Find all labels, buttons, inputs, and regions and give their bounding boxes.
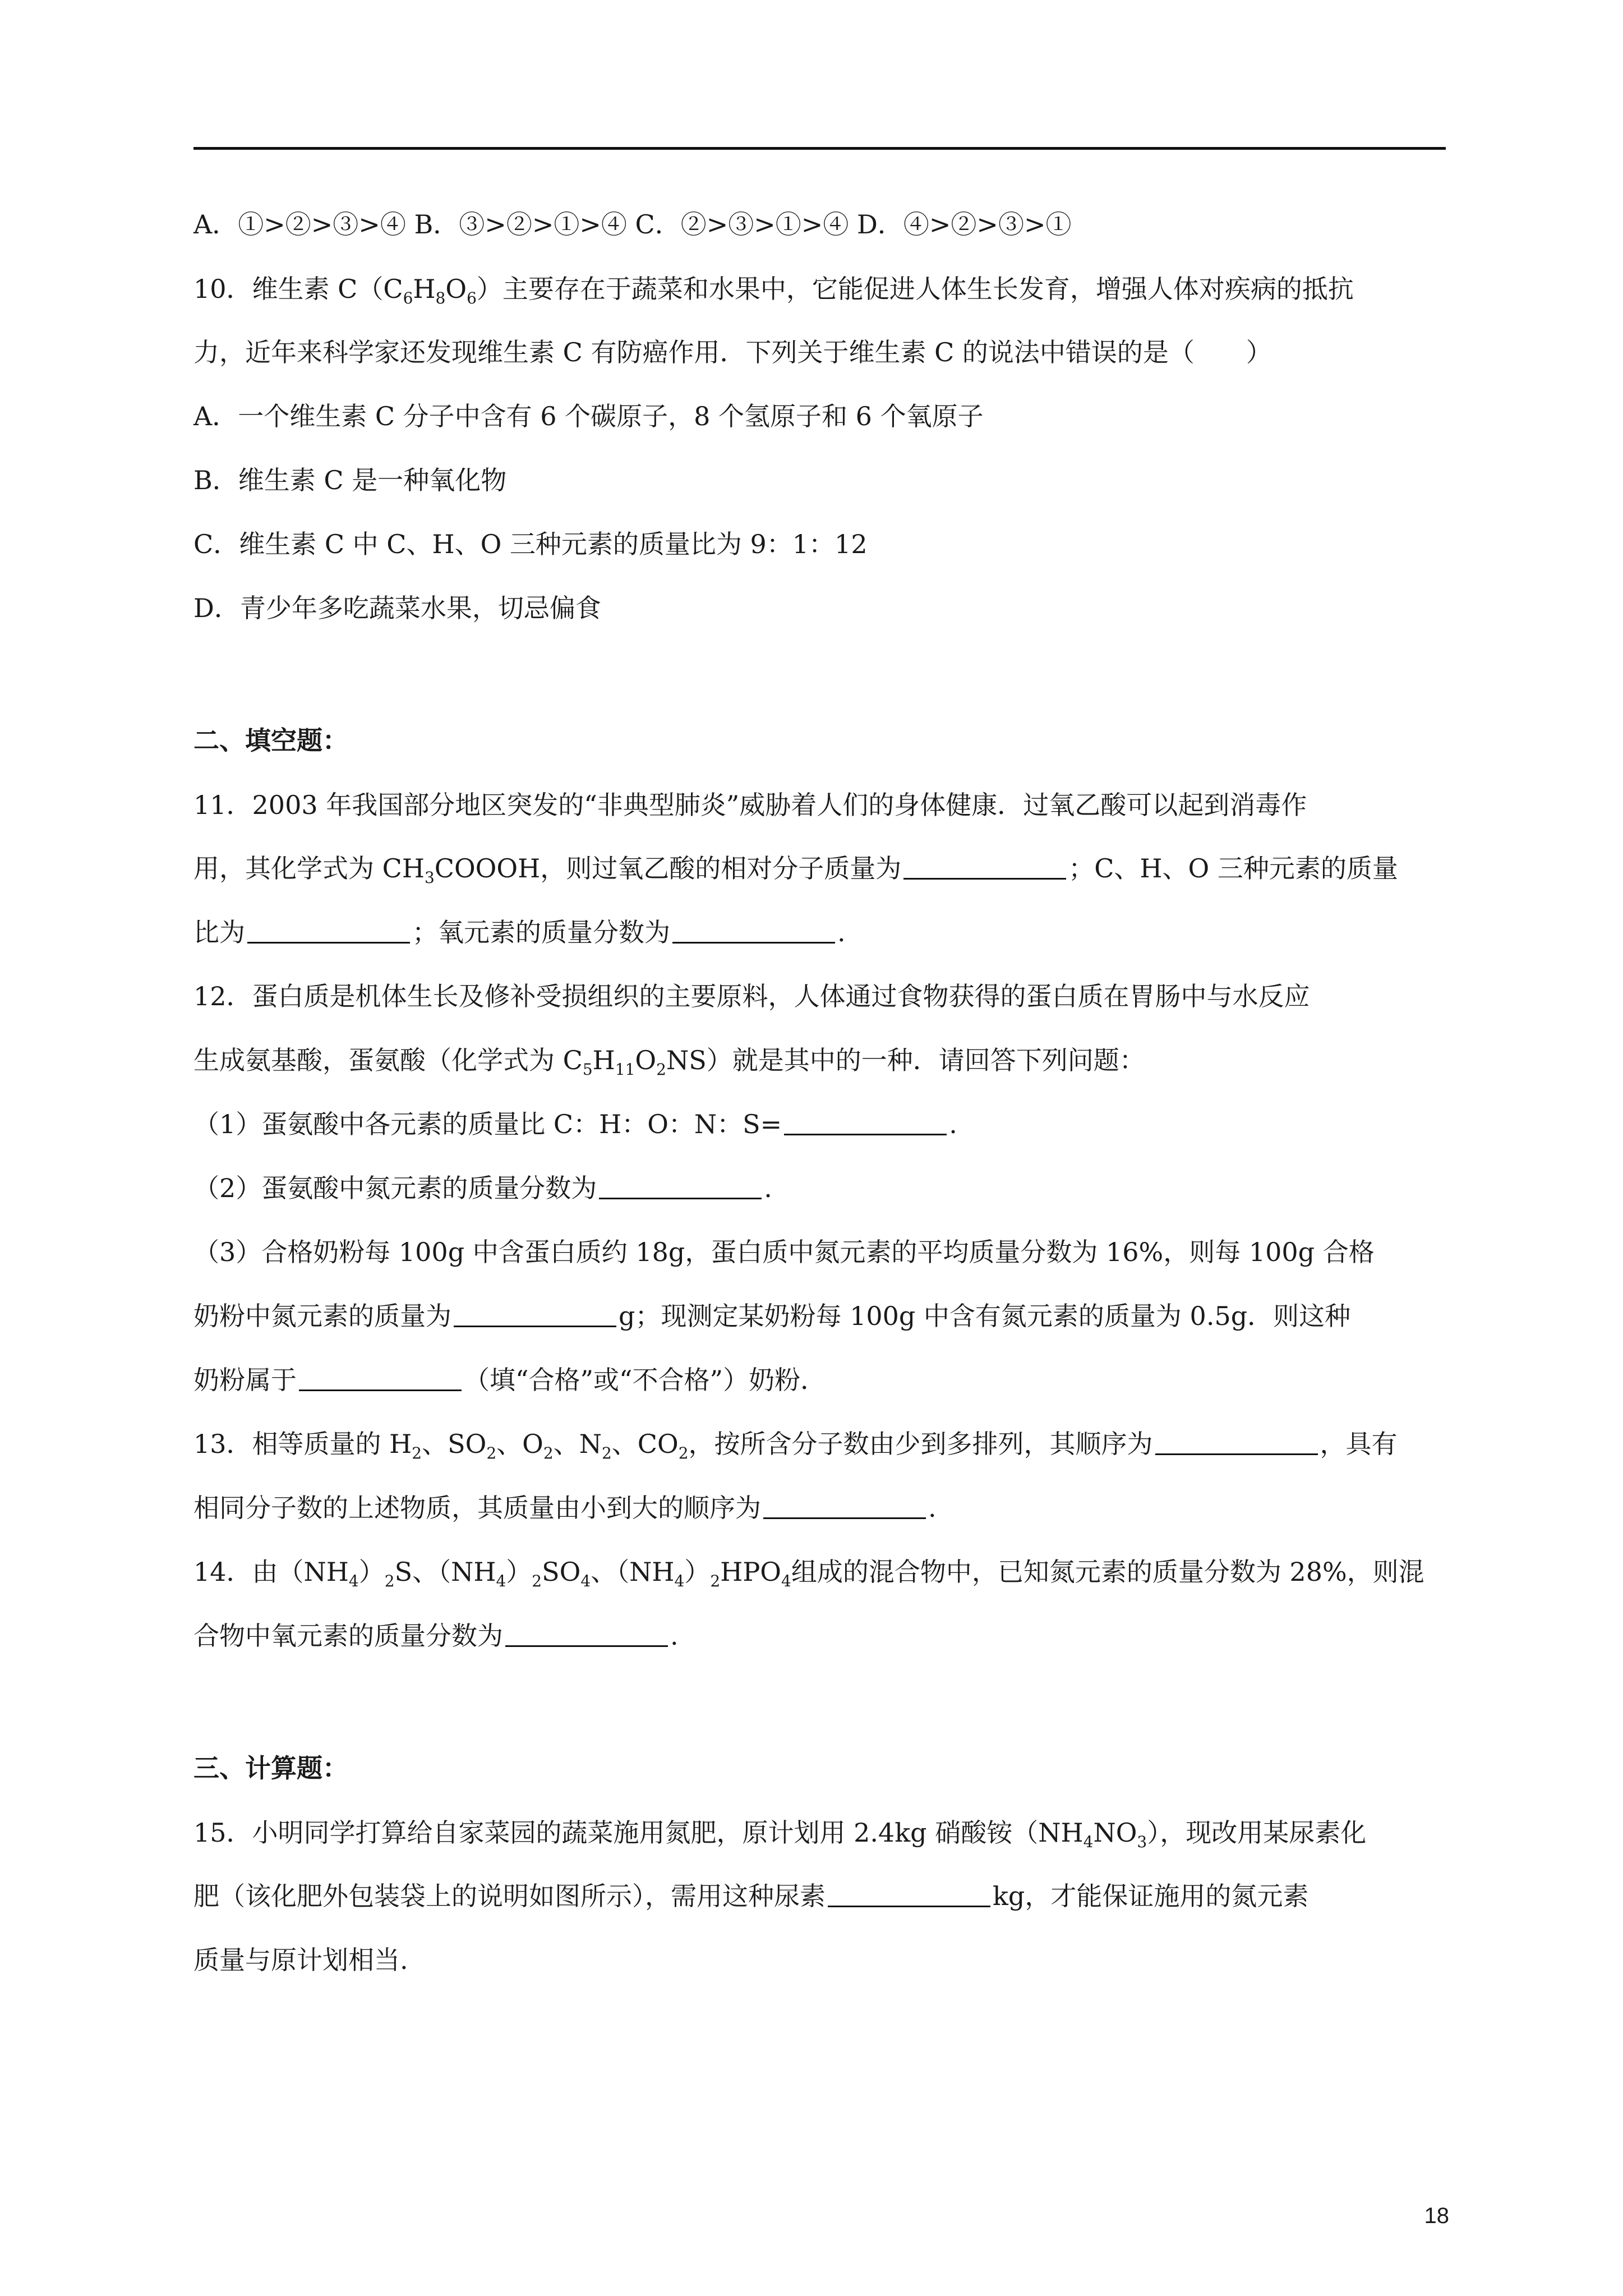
q10-option-a: A．一个维生素 C 分子中含有 6 个碳原子，8 个氢原子和 6 个氧原子 <box>193 401 984 431</box>
answer-blank[interactable] <box>1155 1428 1318 1455</box>
q12-part2: （2）蛋氨酸中氮元素的质量分数为 . <box>193 1173 772 1203</box>
q10-line2: 力，近年来科学家还发现维生素 C 有防癌作用．下列关于维生素 C 的说法中错误的是（ ） <box>193 337 1272 367</box>
answer-blank[interactable] <box>672 916 835 944</box>
q14-line2: 合物中氧元素的质量分数为 . <box>193 1621 679 1651</box>
answer-blank[interactable] <box>828 1880 990 1907</box>
answer-blank[interactable] <box>299 1364 462 1391</box>
answer-blank[interactable] <box>247 916 410 944</box>
answer-blank[interactable] <box>763 1492 926 1519</box>
q12-part3-line3: 奶粉属于 （填“合格”或“不合格”）奶粉． <box>193 1365 827 1395</box>
q11-line1: 11．2003 年我国部分地区突发的“非典型肺炎”威胁着人们的身体健康．过氧乙酸可以起到消毒作 <box>193 790 1307 820</box>
header-rule <box>193 147 1446 150</box>
q11-line2: 用，其化学式为 $CH_3COOOH$，则过氧乙酸的相对分子质量为 ；C、H、O 三种元素的质量 <box>193 853 1398 887</box>
answer-blank[interactable] <box>903 852 1066 880</box>
q10-option-d: D．青少年多吃蔬菜水果，切忌偏食 <box>193 593 601 623</box>
q15-line2: 肥（该化肥外包装袋上的说明如图所示），需用这种尿素 kg，才能保证施用的氮元素 <box>193 1881 1309 1911</box>
answer-blank[interactable] <box>505 1619 668 1647</box>
q10-line1: 10．维生素 $C(C_6H_8O_6)$主要存在于蔬菜和水果中，它能促进人体生长发育，增强人体对疾病的抵抗 <box>193 274 1354 307</box>
answer-blank[interactable] <box>454 1300 616 1327</box>
q14-line1: 14．由$(NH_4)_2S$、$(NH_4)_2SO_4$、$(NH_4)_2HPO_4$组成的混合物中，已知氮元素的质量分数为 28%，则混 <box>193 1557 1424 1590</box>
q12-part3-line1: （3）合格奶粉每 100g 中含蛋白质约 18g，蛋白质中氮元素的平均质量分数为 16%，则每 100g 合格 <box>193 1237 1375 1267</box>
q12-part1: （1）蛋氨酸中各元素的质量比 C：H：O：N：S= . <box>193 1109 957 1139</box>
q13-line1: 13．相等质量的 $H_2$、$SO_2$、$O_2$、$N_2$、$CO_2$，按所含分子数由少到多排列，其顺序为 ，具有 <box>193 1429 1398 1462</box>
section-calculation-heading: 三、计算题： <box>193 1753 348 1783</box>
answer-blank[interactable] <box>784 1108 947 1135</box>
q12-line1: 12．蛋白质是机体生长及修补受损组织的主要原料，人体通过食物获得的蛋白质在胃肠中与水反应 <box>193 981 1310 1011</box>
q10-option-c: C．维生素 C 中 C、H、O 三种元素的质量比为 9：1：12 <box>193 529 868 559</box>
answer-blank[interactable] <box>599 1172 762 1199</box>
section-fill-in-heading: 二、填空题： <box>193 725 348 756</box>
q12-line2: 生成氨基酸，蛋氨酸（化学式为 $C_5H_{11}O_2NS$）就是其中的一种．请回答下列问题： <box>193 1045 1145 1079</box>
q13-line2: 相同分子数的上述物质，其质量由小到大的顺序为 . <box>193 1493 937 1523</box>
q12-part3-line2: 奶粉中氮元素的质量为 g；现测定某奶粉每 100g 中含有氮元素的质量为 0.5g．则这种 <box>193 1301 1351 1331</box>
q15-line1: 15．小明同学打算给自家菜园的蔬菜施用氮肥，原计划用 2.4kg 硝酸铵$(NH_4NO_3)$，现改用某尿素化 <box>193 1818 1367 1851</box>
q11-line3: 比为 ；氧元素的质量分数为 . <box>193 917 846 947</box>
q9-options: A．①>②>③>④ B．③>②>①>④ C．②>③>①>④ D．④>②>③>① <box>193 209 1072 240</box>
q10-option-b: B．维生素 C 是一种氧化物 <box>193 465 507 495</box>
q15-line3: 质量与原计划相当. <box>193 1945 408 1975</box>
page-number: 18 <box>1424 2203 1449 2228</box>
